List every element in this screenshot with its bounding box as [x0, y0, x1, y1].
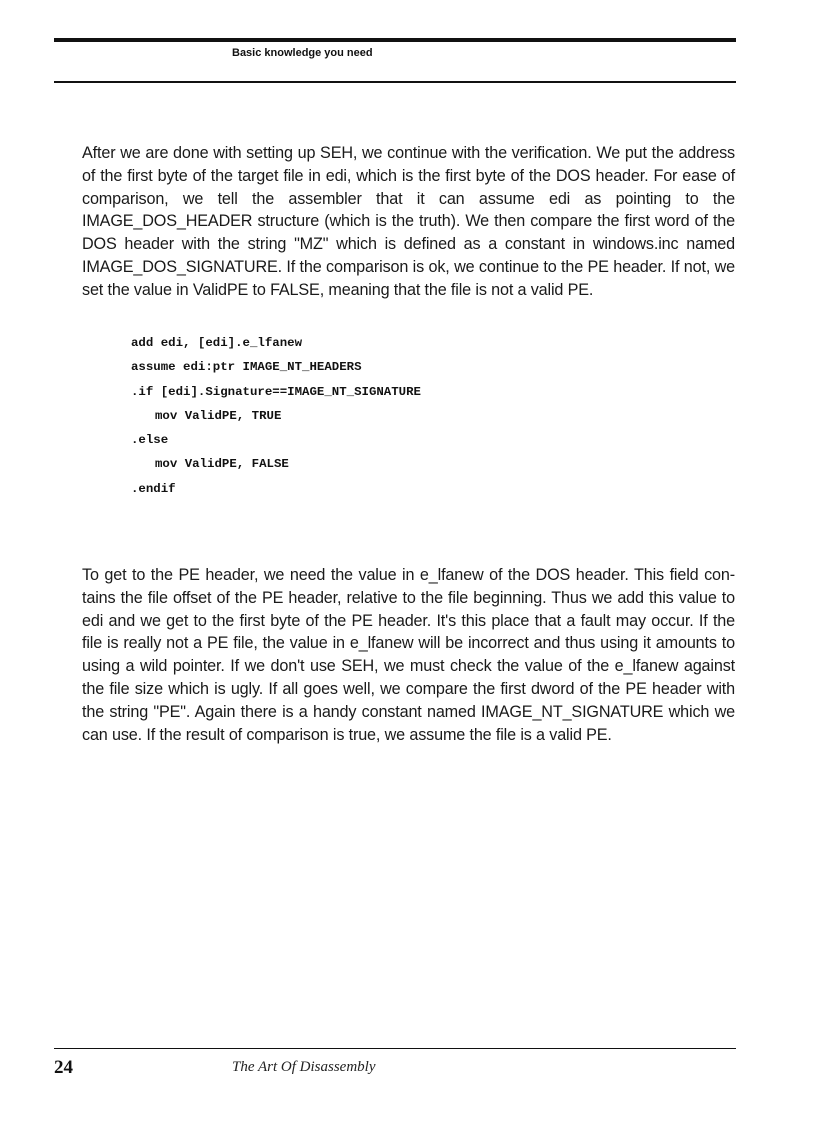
code-line: mov ValidPE, TRUE: [155, 408, 282, 423]
body-paragraph-2: To get to the PE header, we need the value in e_lfanew of the DOS header. This field con-tains the file offset of the PE header, relative to the file beginning. Thus we add this value to edi and we get to the first byte of the PE header. It's this place that a fault may occur. If the file is really not a PE file, the value in e_lfanew will be incorrect and thus using it amounts to using a wild pointer. If we don't use SEH, we must check the value of the e_lfanew against the file size which is ugly. If all goes well, we compare the first dword of the PE header with the string "PE". Again there is a handy constant named IMAGE_NT_SIGNATURE which we can use. If the result of comparison is true, we assume the file is a valid PE.: [82, 566, 735, 744]
code-line: .else: [131, 433, 169, 448]
header-bottom-rule: [54, 81, 736, 83]
code-line: .if [edi].Signature==IMAGE_NT_SIGNATURE: [131, 384, 421, 399]
body-paragraph-1: After we are done with setting up SEH, we continue with the verification. We put the address of the first byte of the target file in edi, which is the first byte of the DOS header. For ease of comparison, we tell the assembler that it can assume edi as pointing to the IMAGE_DOS_HEADER structure (which is the truth). We then compare the first word of the DOS header with the string "MZ" which is defined as a constant in windows.inc named IMAGE_DOS_SIGNATURE. If the comparison is ok, we continue to the PE header. If not, we set the value in ValidPE to FALSE, meaning that the file is not a valid PE.: [82, 144, 735, 299]
code-line: assume edi:ptr IMAGE_NT_HEADERS: [131, 360, 362, 375]
footer-book-title: The Art Of Disassembly: [232, 1059, 376, 1075]
running-header-title: Basic knowledge you need: [232, 47, 373, 59]
page-number: 24: [54, 1057, 73, 1078]
code-block: [131, 331, 421, 501]
code-line: .endif: [131, 481, 176, 496]
code-line: mov ValidPE, FALSE: [155, 457, 289, 472]
header-top-rule: [54, 38, 736, 42]
code-line: add edi, [edi].e_lfanew: [131, 336, 303, 350]
footer-rule: [54, 1048, 736, 1049]
